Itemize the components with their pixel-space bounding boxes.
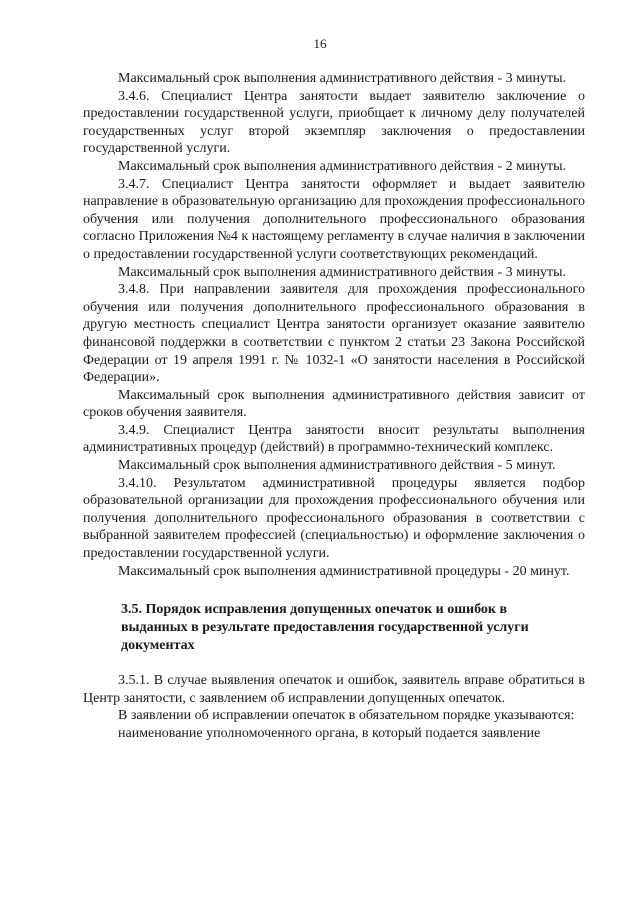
paragraph: Максимальный срок выполнения административной процедуры - 20 минут.: [118, 563, 570, 579]
paragraph: 3.4.8. При направлении заявителя для прохождения профессионального обучения или получения дополнительного профессионального образования в другую местность специалист Центра занятости организует оказание заявителю финансовой поддержки в соответствии с пунктом 2 статьи 23 Закона Российской Федерации от 19 апреля 1991 г. № 1032-1 «О занятости населения в Российской Федерации».: [83, 282, 585, 386]
paragraph: Максимальный срок выполнения административного действия - 3 минуты.: [118, 71, 567, 86]
paragraph: Максимальный срок выполнения административного действия зависит от сроков обучения заявителя.: [83, 387, 585, 421]
paragraph: Максимальный срок выполнения административного действия - 3 минуты.: [118, 264, 567, 280]
paragraph: 3.4.7. Специалист Центра занятости оформляет и выдает заявителю направление в образовательную организацию для прохождения профессионального обучения или получения дополнительного профессионального образования согласно Приложения №4 к настоящему регламенту в случае наличия в заключении о предоставлении государственной услуги соответствующих рекомендаций.: [83, 176, 585, 262]
paragraph: 3.4.10. Результатом административной процедуры является подбор образовательной организации для прохождения профессионального обучения или получения дополнительного профессионального образования в соответствии с выбранной заявителем профессией (специальностью) и оформление заключения о предоставлении государственной услуги.: [83, 475, 585, 562]
paragraph: наименование уполномоченного органа, в который подается заявление: [118, 726, 541, 741]
document-body: [83, 70, 585, 743]
paragraph: 3.4.9. Специалист Центра занятости вносит результаты выполнения административных процедур (действий) в программно-технический комплекс.: [83, 422, 585, 456]
page-number: 16: [313, 36, 327, 51]
paragraph: В заявлении об исправлении опечаток в обязательном порядке указываются:: [118, 708, 575, 724]
paragraph: Максимальный срок выполнения административного действия - 2 минуты.: [118, 158, 567, 174]
section-heading: 3.5. Порядок исправления допущенных опечаток и ошибок в выданных в результате предоставления государственной услуги документах: [121, 602, 529, 654]
paragraph: 3.5.1. В случае выявления опечаток и ошибок, заявитель вправе обратиться в Центр занятости, с заявлением об исправлении допущенных опечаток.: [83, 673, 585, 706]
paragraph: 3.4.6. Специалист Центра занятости выдает заявителю заключение о предоставлении государственной услуги, приобщает к личному делу получателей государственных услуг второй экземпляр заключения о предоставлении государственной услуги.: [83, 88, 585, 157]
paragraph: Максимальный срок выполнения административного действия - 5 минут.: [118, 458, 556, 474]
